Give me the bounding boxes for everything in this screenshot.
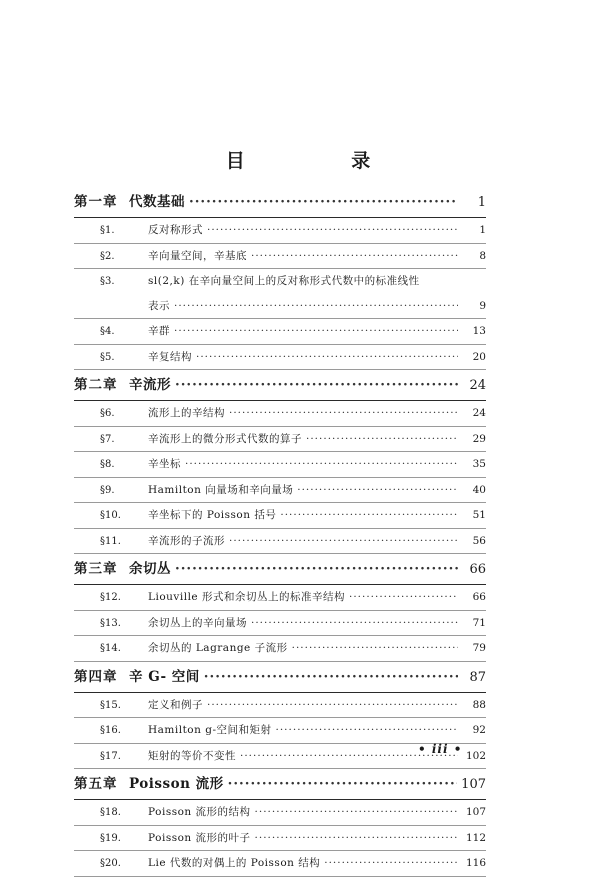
section-number: §1. xyxy=(100,225,115,236)
page-ref: 102 xyxy=(465,749,486,762)
dot-leader xyxy=(324,851,458,876)
dot-leader xyxy=(196,345,458,370)
section-title: 辛向量空间，辛基底 xyxy=(148,249,247,262)
dot-leader xyxy=(280,503,458,528)
dot-leader xyxy=(204,662,458,692)
dot-leader xyxy=(255,800,458,825)
chapter-title: Poisson 流形 xyxy=(129,776,224,792)
chapter-number: 第一章 xyxy=(74,194,118,210)
page-ref: 1 xyxy=(479,224,486,236)
toc-section-row[interactable] xyxy=(74,585,486,611)
section-title: 流形上的辛结构 xyxy=(148,407,225,419)
toc-section-row[interactable] xyxy=(74,401,486,427)
dot-leader xyxy=(229,401,458,426)
page-ref: 79 xyxy=(472,642,486,654)
toc-chapter-row[interactable] xyxy=(74,187,486,218)
dot-leader xyxy=(229,529,458,554)
dot-leader xyxy=(228,769,458,799)
dot-leader xyxy=(174,319,458,344)
chapter-title: 辛 G- 空间 xyxy=(129,668,200,685)
toc-section-row[interactable] xyxy=(74,826,486,852)
section-number: §3. xyxy=(100,276,115,287)
section-title: Poisson 流形的结构 xyxy=(148,806,251,818)
dot-leader xyxy=(207,218,458,243)
section-number: §10. xyxy=(100,510,121,521)
page-ref: 87 xyxy=(469,669,486,685)
toc-chapter-row[interactable] xyxy=(74,370,486,401)
section-number: §9. xyxy=(100,484,115,496)
section-number: §2. xyxy=(100,250,115,262)
dot-leader xyxy=(185,452,458,477)
section-number: §17. xyxy=(100,750,121,762)
page-ref: 24 xyxy=(469,378,486,393)
dot-leader xyxy=(292,636,458,661)
toc-section-row[interactable] xyxy=(74,269,486,294)
toc-section-row[interactable] xyxy=(74,218,486,244)
toc-section-row[interactable] xyxy=(74,452,486,478)
chapter-title: 辛流形 xyxy=(129,377,171,393)
section-number: §18. xyxy=(100,807,121,818)
section-title: 辛坐标 xyxy=(148,458,181,470)
dot-leader xyxy=(297,478,458,503)
section-title: 反对称形式 xyxy=(148,224,203,236)
chapter-number: 第二章 xyxy=(74,377,118,393)
section-title: 余切丛上的辛向量场 xyxy=(148,616,247,629)
page-ref: 107 xyxy=(465,806,486,818)
page-ref: 24 xyxy=(472,407,486,419)
toc-section-row[interactable] xyxy=(74,611,486,637)
page-ref: 112 xyxy=(465,831,486,844)
page-ref: 40 xyxy=(472,483,486,496)
section-number: §15. xyxy=(100,699,121,711)
toc-section-row[interactable] xyxy=(74,851,486,877)
dot-leader xyxy=(251,611,458,636)
section-title: Hamilton g-空间和矩射 xyxy=(148,724,272,736)
section-number: §11. xyxy=(100,535,121,547)
section-number: §4. xyxy=(100,326,115,337)
section-title: 余切丛的 Lagrange 子流形 xyxy=(148,642,288,654)
section-number: §20. xyxy=(100,858,121,869)
page-title: 目 录 xyxy=(225,150,421,172)
dot-leader xyxy=(349,585,458,610)
dot-leader xyxy=(255,826,458,851)
toc-section-row[interactable] xyxy=(74,529,486,555)
toc-chapter-row[interactable] xyxy=(74,662,486,693)
dot-leader xyxy=(306,427,458,452)
page-ref: 107 xyxy=(461,777,486,792)
toc-chapter-row[interactable] xyxy=(74,769,486,800)
page-ref: 66 xyxy=(469,562,486,577)
dot-leader xyxy=(175,370,458,400)
section-title: 辛复结构 xyxy=(148,350,192,363)
toc-section-row[interactable] xyxy=(74,244,486,270)
toc-section-row[interactable] xyxy=(74,800,486,826)
table-of-contents xyxy=(74,187,486,877)
section-number: §5. xyxy=(100,351,115,363)
toc-section-row[interactable] xyxy=(74,427,486,453)
page-ref: 35 xyxy=(472,458,486,470)
dot-leader xyxy=(189,187,458,217)
section-number: §13. xyxy=(100,617,121,629)
section-title: Hamilton 向量场和辛向量场 xyxy=(148,483,294,496)
toc-section-row[interactable] xyxy=(74,294,486,320)
toc-section-row[interactable] xyxy=(74,478,486,504)
page-ref: 88 xyxy=(472,698,486,711)
dot-leader xyxy=(207,693,458,718)
page-ref: 8 xyxy=(479,249,486,262)
page-ref: 29 xyxy=(472,432,486,445)
toc-section-row[interactable] xyxy=(74,636,486,662)
page-ref: 116 xyxy=(465,857,486,869)
dot-leader xyxy=(251,244,458,269)
section-title: 辛坐标下的 Poisson 括号 xyxy=(148,509,277,521)
section-title: sl(2,k) 在辛向量空间上的反对称形式代数中的标准线性 xyxy=(148,275,420,287)
page-number: • iii • xyxy=(418,742,463,756)
section-title: Lie 代数的对偶上的 Poisson 结构 xyxy=(148,857,321,869)
page-ref: 66 xyxy=(472,591,486,603)
toc-section-row[interactable] xyxy=(74,718,486,744)
chapter-title: 代数基础 xyxy=(129,194,185,210)
section-title: 辛流形的子流形 xyxy=(148,534,225,547)
toc-section-row[interactable] xyxy=(74,345,486,371)
chapter-title: 余切丛 xyxy=(129,561,171,577)
chapter-number: 第五章 xyxy=(74,776,118,792)
toc-section-row[interactable] xyxy=(74,503,486,529)
toc-section-row[interactable] xyxy=(74,319,486,345)
section-title: 表示 xyxy=(148,299,170,312)
section-title: Poisson 流形的叶子 xyxy=(148,831,251,844)
section-number: §8. xyxy=(100,459,115,470)
dot-leader xyxy=(276,718,459,743)
page-ref: 1 xyxy=(477,195,486,210)
dot-leader xyxy=(174,294,458,319)
section-title: Liouville 形式和余切丛上的标准辛结构 xyxy=(148,591,345,603)
section-number: §19. xyxy=(100,832,121,844)
section-number: §7. xyxy=(100,433,115,445)
page-ref: 92 xyxy=(472,724,486,736)
section-title: 辛群 xyxy=(148,325,170,337)
section-number: §12. xyxy=(100,592,121,603)
section-title: 定义和例子 xyxy=(148,698,203,711)
page-ref: 71 xyxy=(472,616,486,629)
section-title: 矩射的等价不变性 xyxy=(148,749,236,762)
dot-leader xyxy=(175,554,458,584)
chapter-number: 第四章 xyxy=(74,668,118,685)
page-ref: 13 xyxy=(472,325,486,337)
section-title: 辛流形上的微分形式代数的算子 xyxy=(148,432,302,445)
section-number: §14. xyxy=(100,643,121,654)
section-number: §16. xyxy=(100,725,121,736)
toc-section-row[interactable] xyxy=(74,693,486,719)
page-ref: 51 xyxy=(472,509,486,521)
page-ref: 56 xyxy=(472,534,486,547)
toc-chapter-row[interactable] xyxy=(74,554,486,585)
page-ref: 9 xyxy=(479,299,486,312)
section-number: §6. xyxy=(100,408,115,419)
chapter-number: 第三章 xyxy=(74,561,118,577)
page-ref: 20 xyxy=(472,350,486,363)
